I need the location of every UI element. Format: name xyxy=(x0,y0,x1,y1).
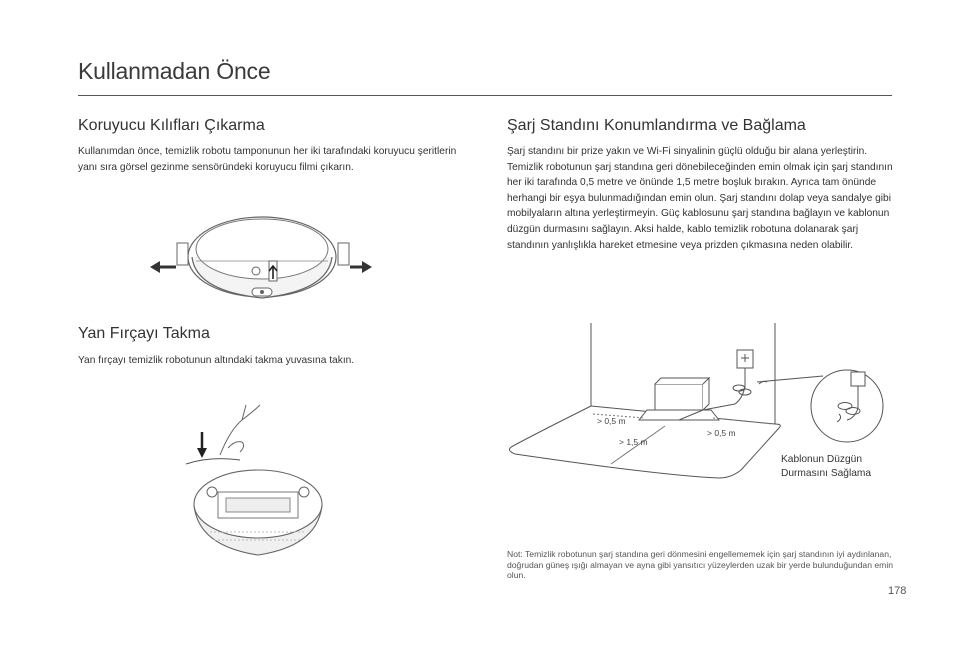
cable-callout-line2: Durmasını Sağlama xyxy=(781,468,872,479)
title-divider xyxy=(78,95,892,96)
placement-note: Not: Temizlik robotunun şarj standına geri dönmesini engellememek için şarj standının iyi aydınlanan, doğrudan güneş ışığı almayan ve ayna gibi yansıtıcı yüzeylerden uzak bir yerde bulunduğundan emin olun. xyxy=(507,549,894,581)
section-body-charging-dock: Şarj standını bir prize yakın ve Wi-Fi sinyalinin güçlü olduğu bir alana yerleştirin. Temizlik robotunun şarj standına geri dönebileceğinden emin olmak için şarj standının her iki tarafında 0,5 metre ve önünde 1,5 metre boşluk bırakın. Ayrıca tam önünde herhangi bir eşya bulunmadığından emin olun. Şarj standını dolap veya sandalye gibi mobilyaların altına yerleştirmeyin. Güç kablosunu şarj standına bağlayın ve kablonun düzgün durmasını sağlayın. Aksi halde, kablo temizlik robotuna dolanarak şarj standının yanlışlıkla hareket etmesine veya prizden çıkmasına neden olabilir. xyxy=(507,146,893,251)
section-heading-charging-dock: Şarj Standını Konumlandırma ve Bağlama xyxy=(507,117,806,134)
page-number: 178 xyxy=(888,585,907,597)
robot-top-illustration xyxy=(140,205,380,305)
front-clearance-label: > 1,5 m xyxy=(619,437,648,447)
section-body-side-brush: Yan fırçayı temizlik robotunun altındaki takma yuvasına takın. xyxy=(78,355,355,366)
section-heading-protective-strips: Koruyucu Kılıfları Çıkarma xyxy=(78,117,265,134)
cable-callout-line1: Kablonun Düzgün xyxy=(781,454,862,465)
section-body-protective-strips: Kullanımdan önce, temizlik robotu tamponunun her iki tarafındaki koruyucu şeritlerin yanı sıra görsel gezinme sensöründeki koruyucu filmi çıkarın. xyxy=(78,146,457,173)
robot-bottom-illustration xyxy=(180,400,340,565)
section-heading-side-brush: Yan Fırçayı Takma xyxy=(78,325,210,342)
cable-callout xyxy=(781,453,871,481)
left-clearance-label: > 0,5 m xyxy=(597,416,626,426)
page-title: Kullanmadan Önce xyxy=(78,58,271,84)
right-clearance-label: > 0,5 m xyxy=(707,428,736,438)
